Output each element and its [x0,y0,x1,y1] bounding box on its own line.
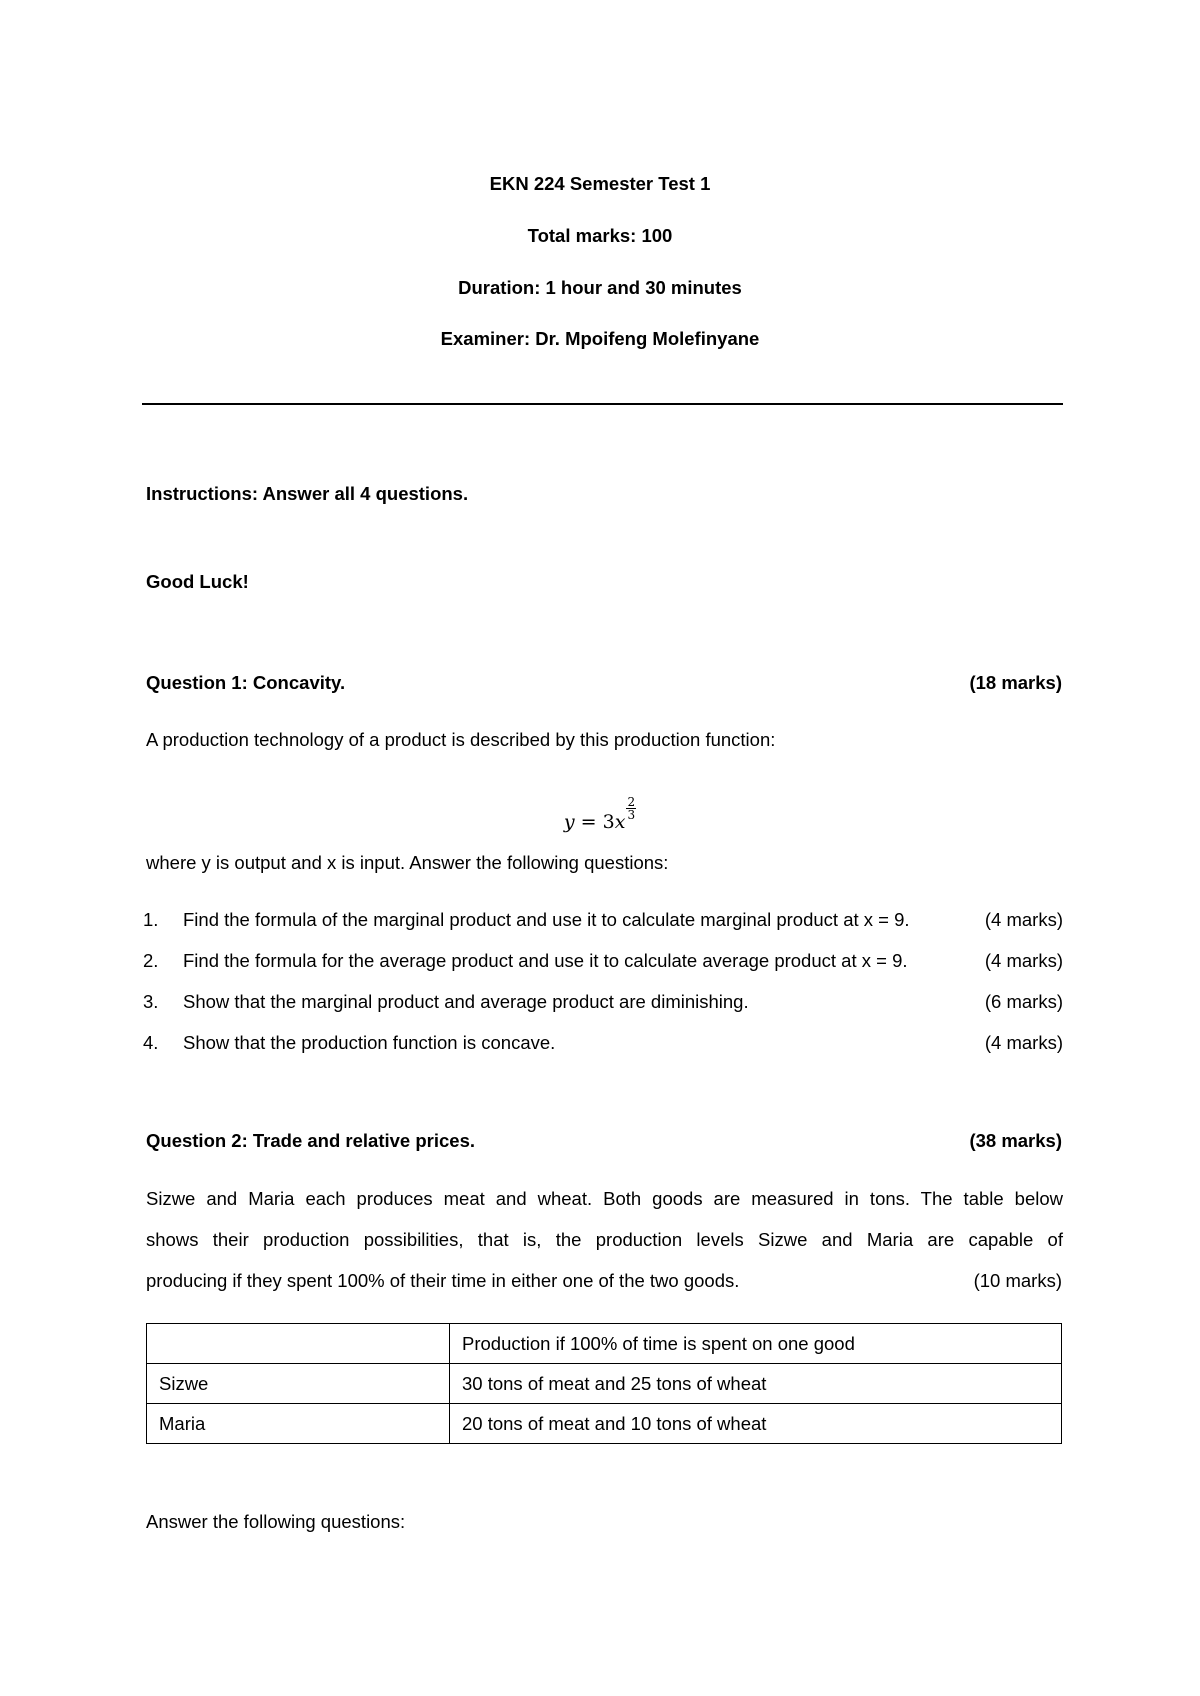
table-header-cell: Production if 100% of time is spent on one good [450,1324,1062,1364]
formula-exponent [626,796,636,821]
question-2-marks: (38 marks) [969,1130,1062,1151]
question-1-title: Question 1: Concavity. [146,672,346,693]
instructions: Instructions: Answer all 4 questions. [146,483,469,504]
question-2-title: Question 2: Trade and relative prices. [146,1130,476,1151]
table-cell-name: Maria [147,1404,450,1444]
question-2-paragraph-marks: (10 marks) [973,1270,1062,1291]
question-1-item [143,909,1063,937]
question-1-item [143,991,1063,1019]
table-cell-production: 30 tons of meat and 25 tons of wheat [450,1364,1062,1404]
question-1-marks: (18 marks) [969,672,1062,693]
item-number: 4. [143,1032,159,1053]
item-number: 1. [143,909,159,930]
table-row [147,1364,1062,1404]
item-text: Show that the marginal product and average product are diminishing. [183,991,749,1012]
item-marks: (4 marks) [984,1032,1063,1053]
question-1-after-formula: where y is output and x is input. Answer the following questions: [146,852,669,873]
item-marks: (4 marks) [984,950,1063,971]
total-marks: Total marks: 100 [527,225,673,246]
item-marks: (6 marks) [984,991,1063,1012]
item-text: Find the formula for the average product and use it to calculate average product at x = 9. [183,950,908,971]
exponent-numerator: 2 [627,795,636,809]
question-2-paragraph-line: Sizwe and Maria each produces meat and wheat. Both goods are measured in tons. The table below [146,1188,1063,1209]
answer-prompt: Answer the following questions: [146,1511,406,1532]
good-luck: Good Luck! [146,571,249,592]
duration: Duration: 1 hour and 30 minutes [458,277,742,298]
question-1-item [143,950,1063,978]
formula-equals: = 3 [574,811,615,833]
item-number: 3. [143,991,159,1012]
item-text: Find the formula of the marginal product and use it to calculate marginal product at x = 9. [183,909,910,930]
table-header-row [147,1324,1062,1364]
header-divider [142,403,1063,405]
exponent-denominator: 3 [627,808,636,822]
production-possibilities-table [146,1323,1062,1444]
production-function-formula [0,796,1200,833]
table-row [147,1404,1062,1444]
test-title: EKN 224 Semester Test 1 [489,173,711,194]
item-number: 2. [143,950,159,971]
formula-lhs: y [563,811,575,833]
examiner: Examiner: Dr. Mpoifeng Molefinyane [440,328,760,349]
question-2-paragraph-line: producing if they spent 100% of their time in either one of the two goods. [146,1270,740,1291]
formula-variable: x [614,811,626,833]
item-marks: (4 marks) [984,909,1063,930]
table-cell-production: 20 tons of meat and 10 tons of wheat [450,1404,1062,1444]
question-2-paragraph-line: shows their production possibilities, that is, the production levels Sizwe and Maria are capable of [146,1229,1063,1250]
item-text: Show that the production function is concave. [183,1032,556,1053]
question-1-item [143,1032,1063,1060]
table-cell-name: Sizwe [147,1364,450,1404]
question-1-intro: A production technology of a product is described by this production function: [146,729,776,750]
table-header-cell [147,1324,450,1364]
